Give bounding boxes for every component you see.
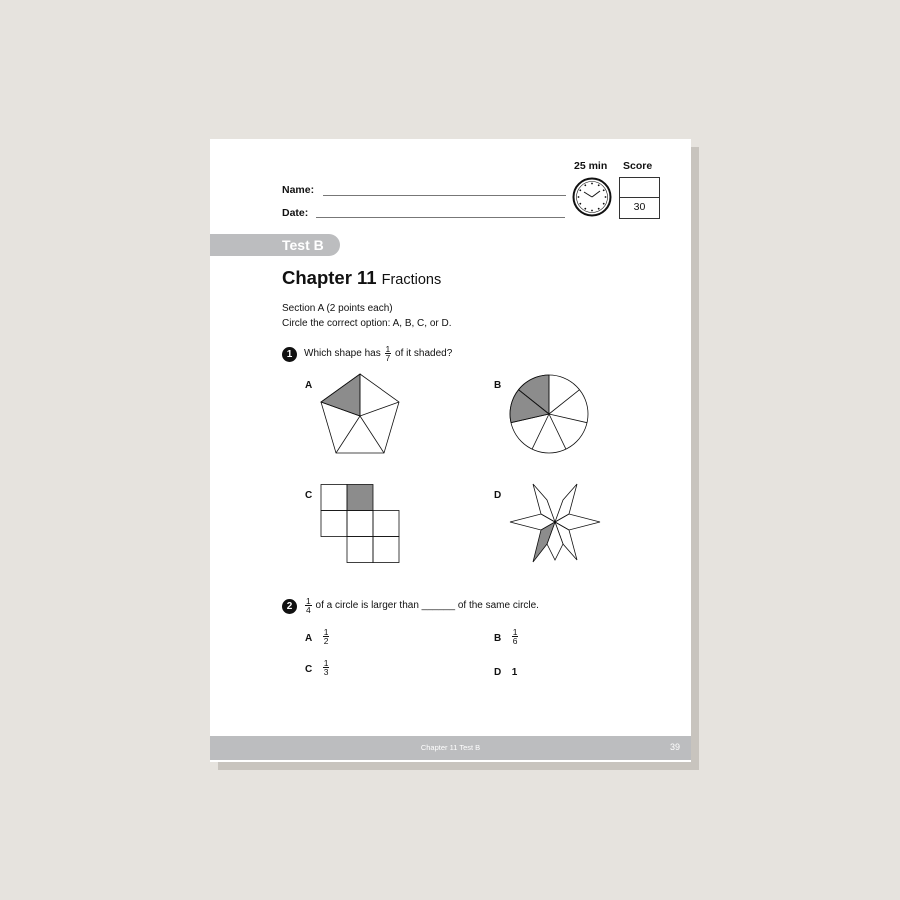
- q1-text-after: of it shaded?: [395, 348, 453, 360]
- q2-fraction: $\frac{1}{4}$: [306, 596, 311, 615]
- pentagon-shape: [320, 374, 400, 454]
- worksheet-page: [210, 139, 691, 762]
- q2-text: of a circle is larger than ______ of the same circle.: [315, 600, 539, 612]
- circle-sevenths-shape: [509, 374, 589, 454]
- chapter-subtitle: Fractions: [381, 272, 442, 288]
- q1-fraction: $\frac{1}{7}$: [385, 344, 391, 363]
- question-1-text: [304, 345, 452, 362]
- score-total: 30: [633, 201, 646, 213]
- q1-option-a-label[interactable]: A: [305, 380, 313, 391]
- name-label: Name:: [282, 184, 315, 196]
- chapter-heading: [282, 267, 441, 289]
- section-heading: Section A (2 points each): [282, 303, 393, 314]
- q1-option-c-label[interactable]: C: [305, 490, 313, 501]
- squares-shape: [320, 484, 400, 564]
- score-label: Score: [623, 160, 653, 172]
- test-tab-label: Test B: [282, 237, 324, 253]
- timer-label: 25 min: [574, 160, 608, 172]
- section-instruction: Circle the correct option: A, B, C, or D.: [282, 318, 452, 329]
- name-line: [323, 195, 566, 196]
- q2-option-c[interactable]: C $\frac{1}{3}$: [305, 658, 329, 678]
- q2-option-b[interactable]: B $\frac{1}{6}$: [494, 627, 518, 647]
- star-shape: [509, 484, 601, 564]
- clock-icon: [572, 177, 612, 217]
- q1-option-b-label[interactable]: B: [494, 380, 502, 391]
- q1-option-d-label[interactable]: D: [494, 490, 502, 501]
- date-line: [316, 217, 565, 218]
- page-number: 39: [669, 742, 680, 752]
- footer-label: Chapter 11 Test B: [420, 743, 481, 752]
- date-label: Date:: [282, 207, 309, 219]
- test-tab: [210, 234, 340, 256]
- question-2-text: [304, 597, 539, 614]
- q2-option-a[interactable]: A $\frac{1}{2}$: [305, 627, 329, 647]
- question-2-number: 2: [282, 599, 297, 614]
- question-1-number: 1: [282, 347, 297, 362]
- q1-text-before: Which shape has: [304, 348, 381, 360]
- q2-option-d[interactable]: D 1: [494, 667, 518, 678]
- score-box[interactable]: [619, 177, 660, 219]
- chapter-title: Chapter 11: [282, 267, 377, 288]
- page-footer: [210, 736, 691, 760]
